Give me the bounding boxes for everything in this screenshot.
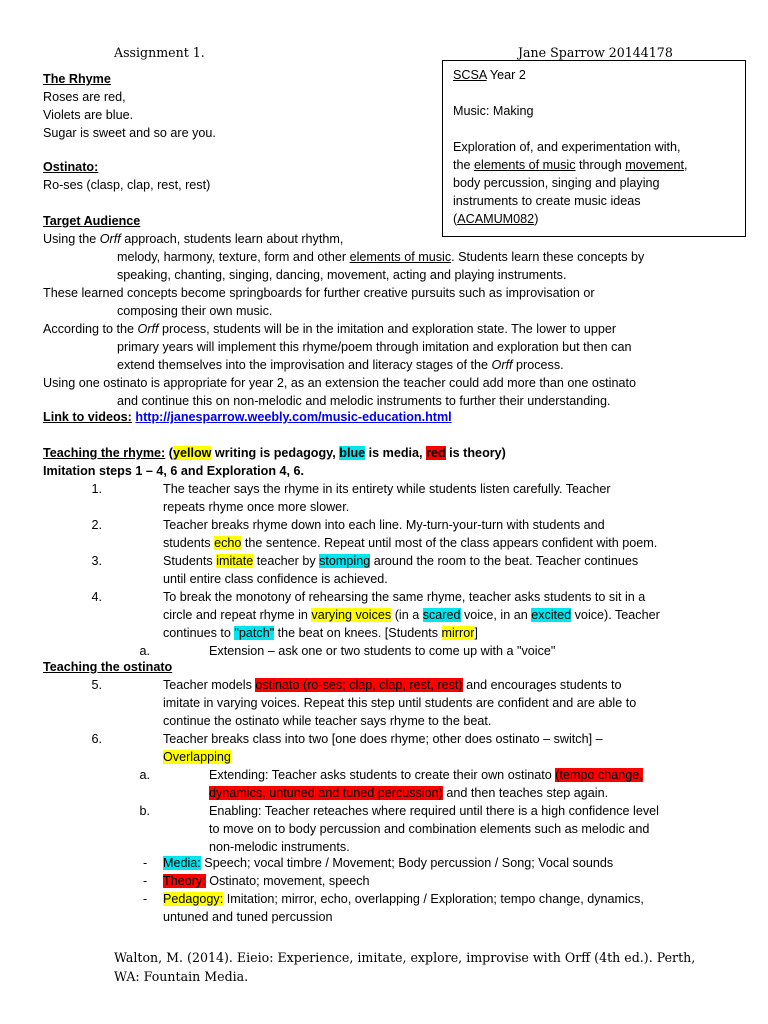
box-desc-line: the elements of music through movement, <box>453 158 688 172</box>
curriculum-code: ACAMUM082 <box>457 212 535 226</box>
theory-key: red <box>426 446 446 460</box>
box-year: SCSA Year 2 <box>453 68 526 82</box>
curriculum-box <box>442 60 746 237</box>
media-key: blue <box>339 446 366 460</box>
assignment-title: Assignment 1. <box>114 45 205 60</box>
ostinato-heading: Ostinato: <box>43 160 99 174</box>
scsa-label: SCSA <box>453 68 487 82</box>
audience-heading: Target Audience <box>43 214 141 228</box>
audience-paragraph-1: Using the Orff approach, students learn about rhythm, melody, harmony, texture, form and other elements of music. Students learn these concepts by speaking, chanting, singing, dancing, movement, acting and playing instruments. <box>43 232 645 282</box>
video-link-label: Link to videos: <box>43 410 132 424</box>
box-desc-line: body percussion, singing and playing <box>453 176 660 190</box>
box-desc-line: (ACAMUM082) <box>453 212 539 226</box>
steps-heading: Imitation steps 1 – 4, 6 and Exploration 4, 6. <box>43 464 305 478</box>
teaching-heading: Teaching the rhyme: (yellow writing is pedagogy, blue is media, red is theory) <box>43 446 506 460</box>
video-link-row <box>43 408 452 426</box>
audience-paragraph-4: Using one ostinato is appropriate for year 2, as an extension the teacher could add more than one ostinato and continue this on non-melodic and melodic instruments to further their understanding. <box>43 376 636 408</box>
video-link[interactable]: http://janesparrow.weebly.com/music-education.html <box>135 410 452 424</box>
rhyme-line: Violets are blue. <box>43 108 134 122</box>
pedagogy-key: yellow <box>172 446 212 460</box>
box-strand: Music: Making <box>453 104 534 118</box>
box-desc-line: instruments to create music ideas <box>453 194 641 208</box>
reference: Walton, M. (2014). Eieio: Experience, imitate, explore, improvise with Orff (4th ed.). Perth, WA: Fountain Media. <box>114 950 696 984</box>
rhyme-heading: The Rhyme <box>43 72 111 86</box>
ostinato-line: Ro-ses (clasp, clap, rest, rest) <box>43 178 211 192</box>
rhyme-line: Roses are red, <box>43 90 126 104</box>
audience-paragraph-2: These learned concepts become springboards for further creative pursuits such as improvisation or composing their own music. <box>43 286 595 318</box>
audience-paragraph-3: According to the Orff process, students will be in the imitation and exploration state. The lower to upper primary years will implement this rhyme/poem through imitation and exploration but then can extend themselves into the improvisation and literacy stages of the Orff process. <box>43 322 632 372</box>
box-desc-line: Exploration of, and experimentation with, <box>453 140 681 154</box>
author-id: Jane Sparrow 20144178 <box>518 45 673 60</box>
rhyme-line: Sugar is sweet and so are you. <box>43 126 216 140</box>
ostinato-teaching-heading: Teaching the ostinato <box>43 660 173 674</box>
